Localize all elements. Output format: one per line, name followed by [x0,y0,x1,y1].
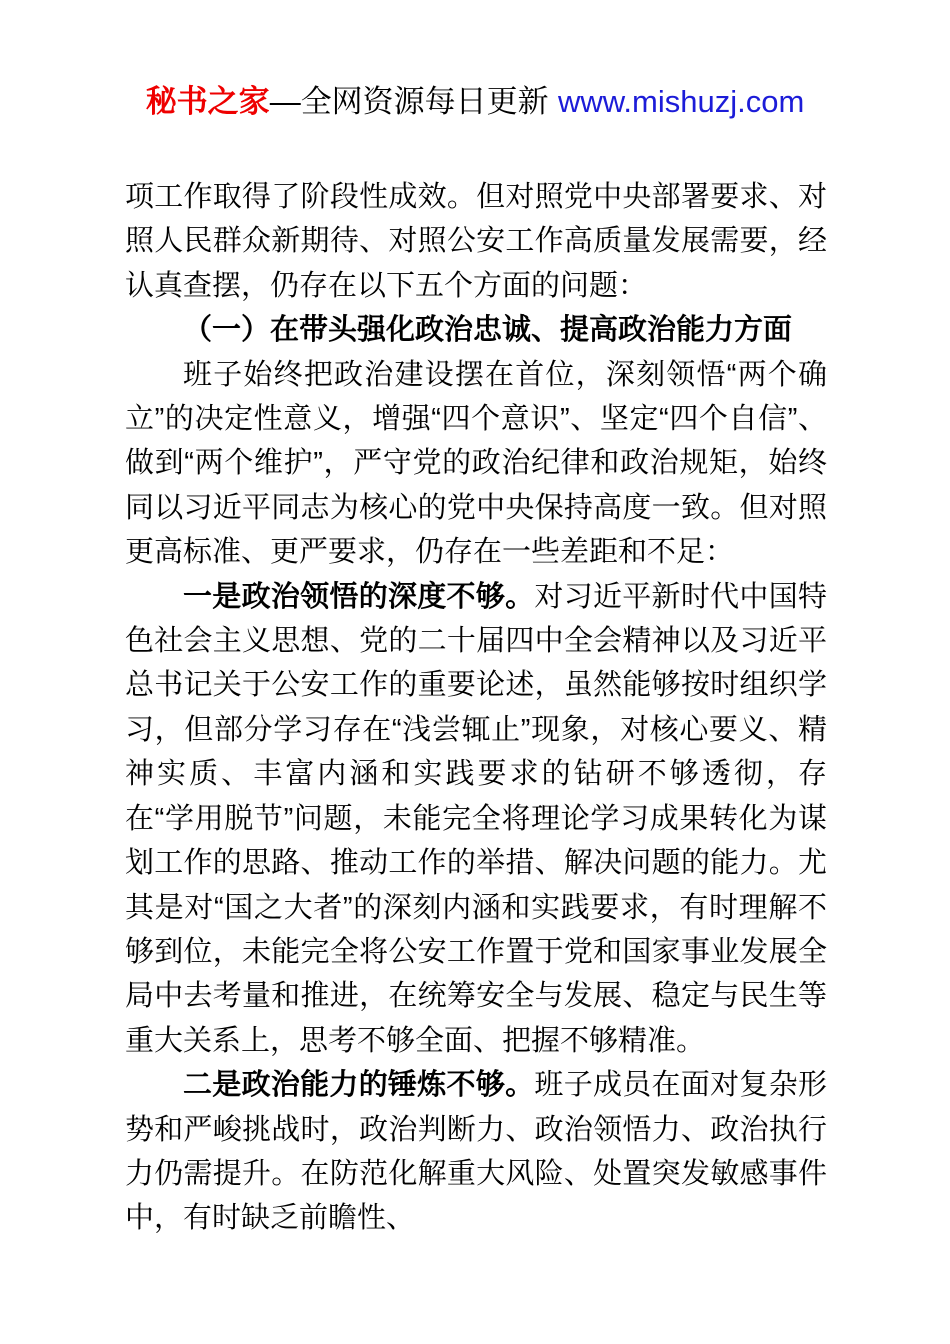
paragraph-continuation: 项工作取得了阶段性成效。但对照党中央部署要求、对照人民群众新期待、对照公安工作高质量发展需要，经认真查摆，仍存在以下五个方面的问题： [125,181,827,302]
paragraph-point-two-text: 班子成员在面对复杂形势和严峻挑战时，政治判断力、政治领悟力、政治执行力仍需提升。在防范化解重大风险、处置突发敏感事件中，有时缺乏前瞻性、 [125,1069,827,1235]
site-header [0,82,950,122]
site-brand: 秘书之家 [145,84,270,119]
section-heading: （一）在带头强化政治忠诚、提高政治能力方面 [183,314,793,347]
document-body [125,175,827,1241]
site-url-link[interactable]: www.mishuzj.com [557,84,805,119]
paragraph-point-one [125,575,827,1063]
paragraph-point-one-text: 对习近平新时代中国特色社会主义思想、党的二十届四中全会精神以及习近平总书记关于公安工作的重要论述，虽然能够按时组织学习，但部分学习存在“浅尝辄止”现象，对核心要义、精神实质、丰富内涵和实践要求的钻研不够透彻，存在“学用脱节”问题，未能完全将理论学习成果转化为谋划工作的思路、推动工作的举措、解决问题的能力。尤其是对“国之大者”的深刻内涵和实践要求，有时理解不够到位，未能完全将公安工作置于党和国家事业发展全局中去考量和推进，在统筹安全与发展、稳定与民生等重大关系上，思考不够全面、把握不够精准。 [125,580,827,1057]
paragraph-point-one-lead: 一是政治领悟的深度不够。 [183,580,535,613]
paragraph-point-two [125,1063,827,1241]
paragraph-point-two-lead: 二是政治能力的锤炼不够。 [183,1069,535,1102]
paragraph-political-loyalty: 班子始终把政治建设摆在首位，深刻领悟“两个确立”的决定性意义，增强“四个意识”、坚定“四个自信”、做到“两个维护”，严守党的政治纪律和政治规矩，始终同以习近平同志为核心的党中央保持高度一致。但对照更高标准、更严要求，仍存在一些差距和不足： [125,358,827,569]
site-tagline: —全网资源每日更新 [269,84,549,119]
